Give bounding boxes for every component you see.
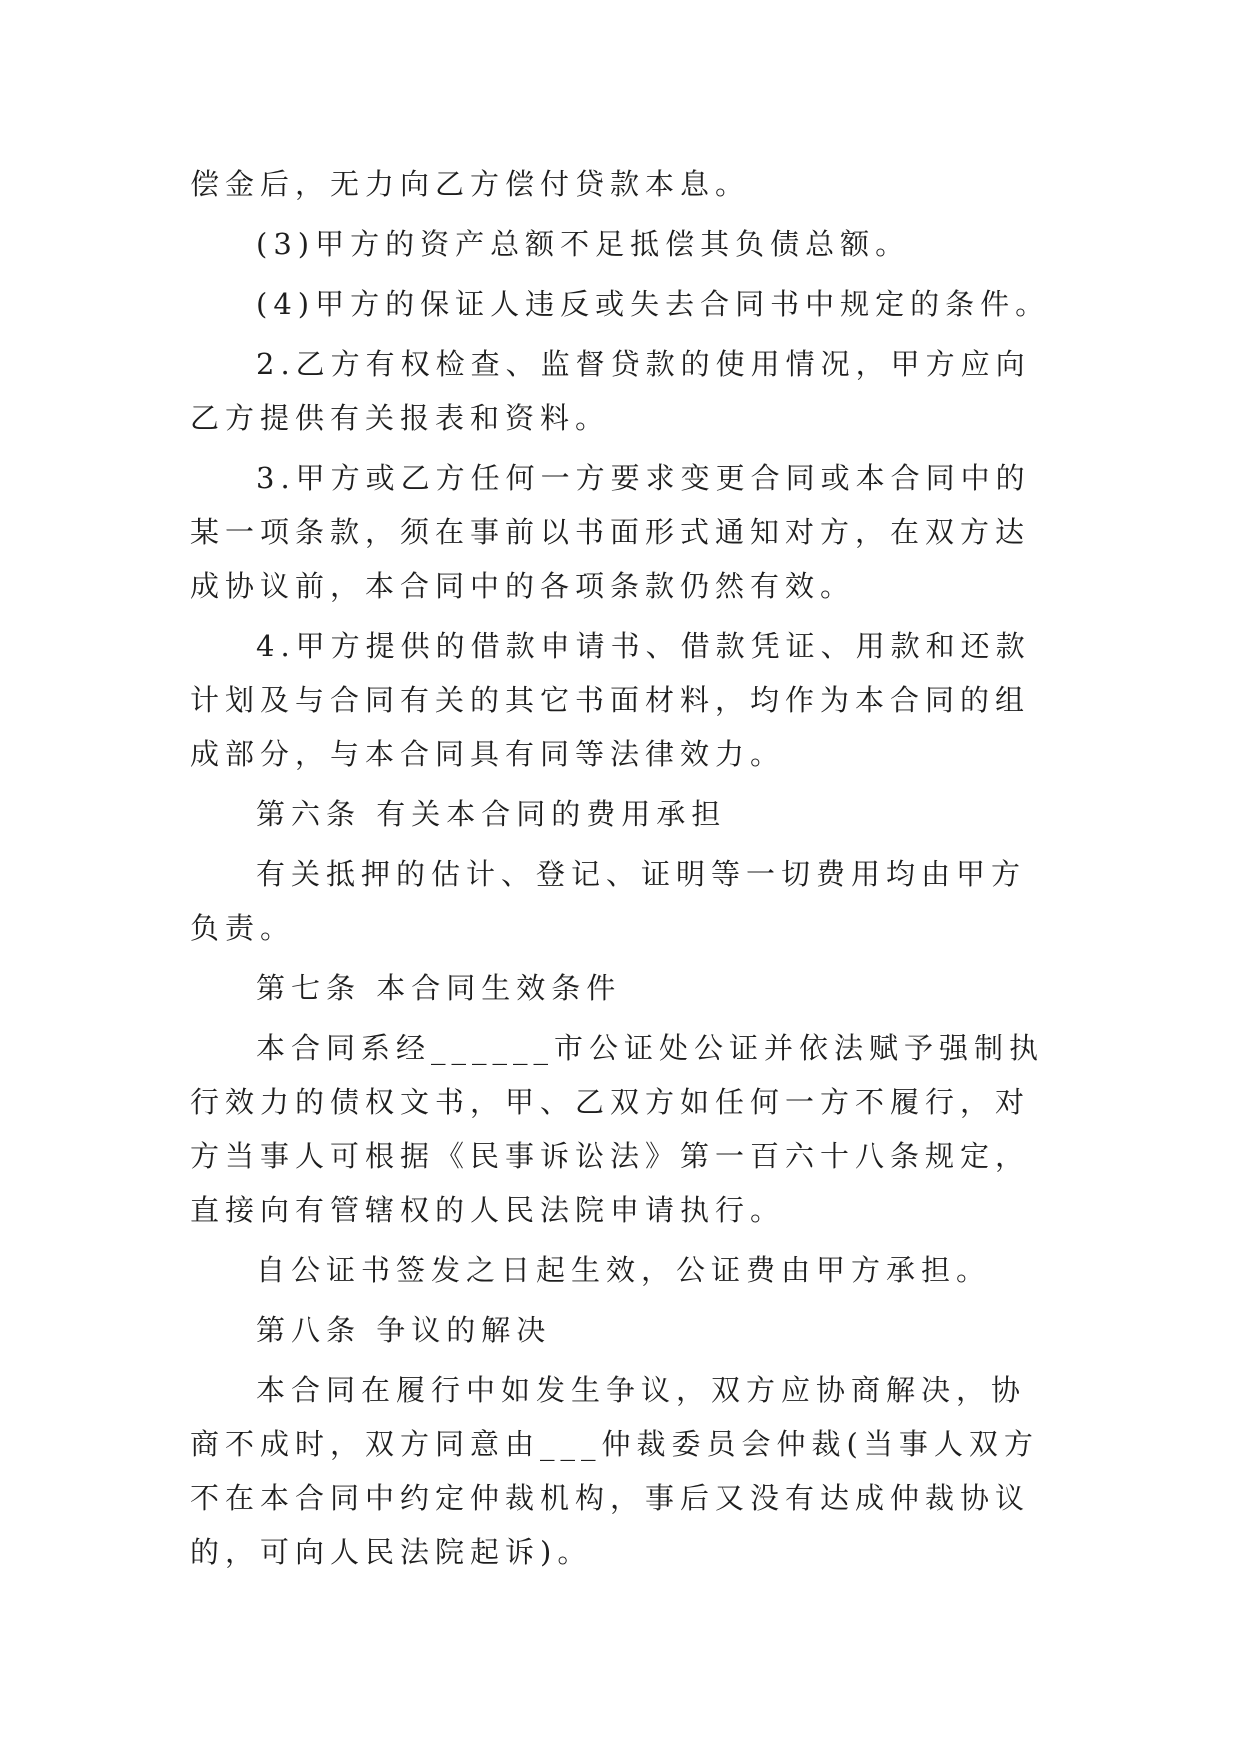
document-body	[190, 157, 1060, 1579]
article-6-body: 有关抵押的估计、登记、证明等一切费用均由甲方负责。	[190, 857, 1027, 945]
article-7-body: 本合同系经______市公证处公证并依法赋予强制执行效力的债权文书，甲、乙双方如任何一方不履行，对方当事人可根据《民事诉讼法》第一百六十八条规定，直接向有管辖权的人民法院申请执行。	[190, 1031, 1045, 1227]
paragraph-clause-3: (3)甲方的资产总额不足抵偿其负债总额。	[256, 227, 911, 261]
paragraph-item-4: 4.甲方提供的借款申请书、借款凭证、用款和还款计划及与合同有关的其它书面材料，均作为本合同的组成部分，与本合同具有同等法律效力。	[190, 629, 1031, 771]
article-6-heading: 第六条 有关本合同的费用承担	[256, 797, 727, 831]
article-7-heading: 第七条 本合同生效条件	[256, 971, 622, 1005]
article-8-body: 本合同在履行中如发生争议，双方应协商解决，协商不成时，双方同意由___仲裁委员会仲裁(当事人双方不在本合同中约定仲裁机构，事后又没有达成仲裁协议的，可向人民法院起诉)。	[190, 1373, 1039, 1569]
article-8-heading: 第八条 争议的解决	[256, 1313, 552, 1347]
paragraph-item-3: 3.甲方或乙方任何一方要求变更合同或本合同中的某一项条款，须在事前以书面形式通知对方，在双方达成协议前，本合同中的各项条款仍然有效。	[190, 461, 1031, 603]
paragraph-item-2: 2.乙方有权检查、监督贷款的使用情况，甲方应向乙方提供有关报表和资料。	[190, 347, 1031, 435]
paragraph-continuation: 偿金后，无力向乙方偿付贷款本息。	[190, 167, 751, 201]
article-7-effective: 自公证书签发之日起生效，公证费由甲方承担。	[256, 1253, 992, 1287]
paragraph-clause-4: (4)甲方的保证人违反或失去合同书中规定的条件。	[256, 287, 1051, 321]
